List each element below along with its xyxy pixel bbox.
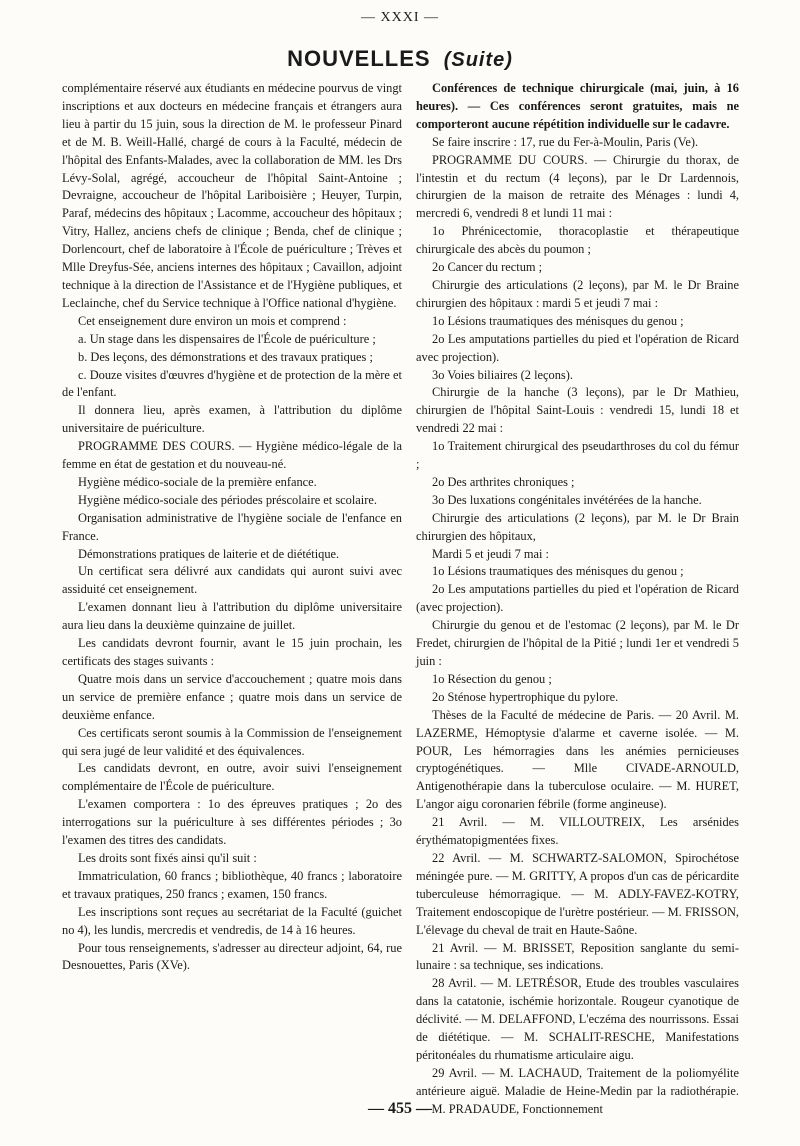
paragraph: Chirurgie des articulations (2 leçons), par M. le Dr Braine chirurgien des hôpitaux : mardi 5 et jeudi 7 mai : [416,277,739,310]
paragraph: Il donnera lieu, après examen, à l'attribution du diplôme universitaire de puériculture. [62,403,402,436]
paragraph: Se faire inscrire : 17, rue du Fer-à-Moulin, Paris (Ve). [432,134,699,149]
theses-paragraph: Thèses de la Faculté de médecine de Paris. — 20 Avril. M. LAZERME, Hémoptysie d'alarme et caverne isolée. — M. POUR, Les hémorragies dans les anémies pernicieuses cryptogénétiques. — Mlle CIVADE-ARNOULD, Antigenothérapie dans la tuberculose oculaire. — M. HURET, L'angor aigu coronarien fébrile (forme angineuse). [416,707,739,812]
list-item: 3o Des luxations congénitales invétérées de la hanche. [432,492,702,507]
program-item: Organisation administrative de l'hygiène sociale de l'enfance en France. [62,510,402,543]
theses-paragraph: 22 Avril. — M. SCHWARTZ-SALOMON, Spirochétose méningée pure. — M. GRITTY, A propos d'un cas de péricardite tuberculeuse hémorragique. — M. ADLY-FAVEZ-KOTRY, Traitement endoscopique de l'urètre postérieur. — M. FRISSON, L'élevage du cheval de trait en Haute-Saône. [416,850,739,937]
paragraph: Cet enseignement dure environ un mois et comprend : [78,313,347,328]
title-suffix: (Suite) [443,49,513,71]
paragraph: Ces certificats seront soumis à la Commission de l'enseignement qui sera jugé de leur validité et des équivalences. [62,725,402,758]
page-title [0,46,800,72]
list-item: a. Un stage dans les dispensaires de l'École de puériculture ; [78,331,376,346]
program-item: Hygiène médico-sociale des périodes préscolaire et scolaire. [78,492,377,507]
paragraph: Pour tous renseignements, s'adresser au directeur adjoint, 64, rue Desnouettes, Paris (XVe). [62,940,402,973]
theses-paragraph: 28 Avril. — M. LETRÉSOR, Etude des troubles vasculaires dans la catatonie, ischémie horizontale. Rougeur cyanotique de déclivité. — M. DELAFFOND, L'eczéma des nourrissons. Essai de diététique. — M. SCHALIT-RESCHE, Manifestations péritonéales du rhumatisme articulaire aigu. [416,976,739,1062]
list-item: 1o Résection du genou ; [432,671,552,686]
left-column [62,80,402,975]
paragraph: L'examen donnant lieu à l'attribution du diplôme universitaire aura lieu dans la deuxième quinzaine de juillet. [62,600,402,633]
list-item: 2o Cancer du rectum ; [432,260,543,275]
paragraph: Mardi 5 et jeudi 7 mai : [432,546,549,561]
list-item: 2o Des arthrites chroniques ; [432,474,575,489]
list-item: 2o Sténose hypertrophique du pylore. [432,689,619,704]
roman-page-number: — XXXI — [361,10,439,25]
paragraph: Chirurgie du genou et de l'estomac (2 leçons), par M. le Dr Fredet, chirurgien de l'hôpital de la Pitié ; lundi 1er et vendredi 5 juin : [416,618,739,668]
paragraph: L'examen comportera : 1o des épreuves pratiques ; 2o des interrogations sur la puériculture à ses différentes périodes ; 3o l'examen des titres des candidats. [62,797,402,848]
paragraph: Quatre mois dans un service d'accouchement ; quatre mois dans un service de première enfance ; quatre mois dans un service de deuxième enfance. [62,671,402,722]
list-item: 1o Phrénicectomie, thoracoplastie et thérapeutique chirurgicale des abcès du poumon ; [416,224,739,257]
paragraph: Les droits sont fixés ainsi qu'il suit : [78,850,257,865]
list-item: 2o Les amputations partielles du pied et l'opération de Ricard (avec projection). [416,582,739,615]
theses-paragraph: 29 Avril. — M. LACHAUD, Traitement de la poliomyélite antérieure aiguë. Maladie de Heine-Medin par la radiothérapie. — M. PRADAUDE, Fonctionnement [416,1065,739,1116]
paragraph: complémentaire réservé aux étudiants en médecine pourvus de vingt inscriptions et aux docteurs en médecine français et étrangers aura lieu à partir du 15 juin, sous la direction de M. le professeur Pinard et de M. B. Weill-Hallé, chargé de cours à la Faculté, médecin de l'hôpital des Enfants-Malades, avec la collaboration de MM. les Drs Lévy-Solal, agrégé, accoucheur de l'hôpital Saint-Antoine ; Devraigne, accoucheur de l'hôpital Lariboisière ; Heuyer, Turpin, Paraf, médecins des hôpitaux ; Lacomme, accoucheur des hôpitaux ; Vitry, Hallez, anciens chefs de clinique ; Benda, chef de clinique ; Dorlencourt, chef de laboratoire à l'École de puériculture ; Trèves et Mlle Dreyfus-Sée, anciens internes des hôpitaux ; Cavaillon, adjoint technique à la direction de l'Assistance et de l'Hygiène publiques, et Leclainche, chef du Service technique à l'Office national d'hygiène. [62,81,402,310]
right-column [416,80,739,1119]
list-item: b. Des leçons, des démonstrations et des travaux pratiques ; [78,349,373,364]
page-number-footer: — 455 — [368,1100,432,1117]
program-heading: PROGRAMME DES COURS. — Hygiène médico-légale de la femme en état de gestation et du nouveau-né. [62,439,402,472]
list-item: 3o Voies biliaires (2 leçons). [432,367,573,382]
list-item: 1o Lésions traumatiques des ménisques du genou ; [432,313,684,328]
theses-paragraph: 21 Avril. — M. VILLOUTREIX, Les arsénides érythématopigmentées fixes. [416,815,739,848]
title-text: NOUVELLES [287,46,431,71]
list-item: 1o Lésions traumatiques des ménisques du genou ; [432,564,684,579]
paragraph: Chirurgie de la hanche (3 leçons), par le Dr Mathieu, chirurgien de l'hôpital Saint-Louis : vendredi 15, lundi 18 et vendredi 22 mai : [416,385,739,436]
paragraph: Les inscriptions sont reçues au secrétariat de la Faculté (guichet no 4), les lundis, mercredis et vendredis, de 14 à 16 heures. [62,904,402,937]
paragraph: Chirurgie des articulations (2 leçons), par M. le Dr Brain chirurgien des hôpitaux, [416,510,739,543]
list-item: c. Douze visites d'œuvres d'hygiène et de protection de la mère et de l'enfant. [62,367,402,400]
list-item: 1o Traitement chirurgical des pseudarthroses du col du fémur ; [416,439,739,472]
theses-paragraph: 21 Avril. — M. BRISSET, Reposition sanglante du semi-lunaire : sa technique, ses indications. [416,940,739,973]
paragraph: Les candidats devront fournir, avant le 15 juin prochain, les certificats des stages suivants : [62,636,402,668]
program-item: Démonstrations pratiques de laiterie et de diététique. [78,546,340,561]
paragraph: Immatriculation, 60 francs ; bibliothèque, 40 francs ; laboratoire et travaux pratiques, 250 francs ; examen, 150 francs. [62,868,402,901]
section-heading-paragraph: Conférences de technique chirurgicale (mai, juin, à 16 heures). — Ces conférences seront gratuites, mais ne comporteront aucune répétition individuelle sur le cadavre. [416,81,739,131]
program-item: Hygiène médico-sociale de la première enfance. [78,474,317,489]
paragraph: Les candidats devront, en outre, avoir suivi l'enseignement complémentaire de l'École de puériculture. [62,761,402,794]
list-item: 2o Les amputations partielles du pied et l'opération de Ricard avec projection). [416,331,739,364]
paragraph: Un certificat sera délivré aux candidats qui auront suivi avec assiduité cet enseignement. [62,564,402,597]
paragraph: PROGRAMME DU COURS. — Chirurgie du thorax, de l'intestin et du rectum (4 leçons), par le Dr Lardennois, chirurgien de la maison de retraite des Ménages : lundi 4, mercredi 6, vendredi 8 et lundi 11 mai : [416,152,739,221]
